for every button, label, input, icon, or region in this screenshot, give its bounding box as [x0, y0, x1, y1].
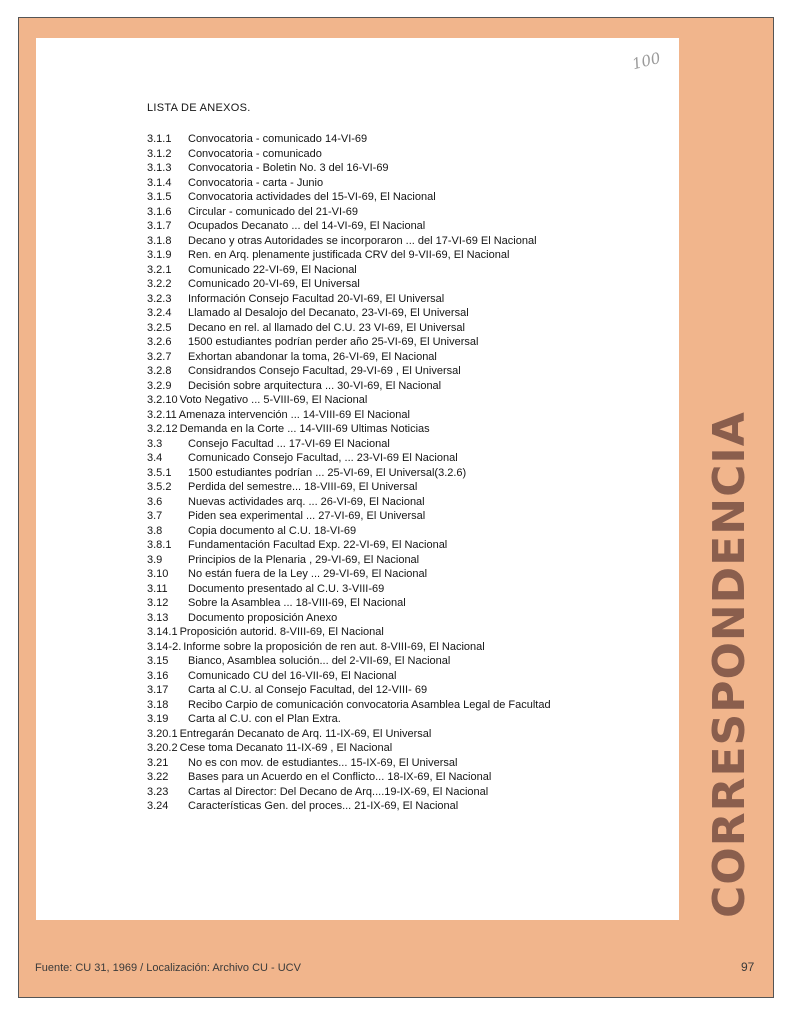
annex-description: 1500 estudiantes podrían perder año 25-VI-69, El Universal: [188, 336, 479, 348]
annex-description: Decisión sobre arquitectura ... 30-VI-69, El Nacional: [188, 379, 442, 392]
annex-entry: [147, 335, 551, 350]
annex-number: 3.1.8: [147, 234, 172, 247]
annex-number: 3.17: [147, 684, 169, 696]
annex-entry: [147, 524, 551, 539]
annex-entry: [147, 350, 551, 365]
annex-entry: [147, 669, 551, 684]
annex-entry: [147, 321, 551, 336]
annex-list: [147, 132, 551, 814]
annex-description: Sobre la Asamblea ... 18-VIII-69, El Nacional: [188, 597, 406, 609]
annex-description: Documento proposición Anexo: [188, 611, 338, 624]
annex-description: Convocatoria - Boletin No. 3 del 16-VI-69: [188, 162, 389, 174]
annex-entry: [147, 538, 551, 553]
annex-description: Llamado al Desalojo del Decanato, 23-VI-69, El Universal: [188, 307, 469, 319]
annex-description: 1500 estudiantes podrían ... 25-VI-69, El Universal(3.2.6): [188, 466, 467, 479]
source-caption: Fuente: CU 31, 1969 / Localización: Archivo CU - UCV: [35, 962, 301, 974]
annex-entry: [147, 582, 551, 597]
annex-number: 3.2.3: [147, 292, 172, 305]
annex-number: 3.24: [147, 800, 169, 812]
annex-entry: [147, 219, 551, 234]
annex-entry: [147, 205, 551, 220]
annex-number: 3.1.4: [147, 176, 172, 189]
annex-description: Voto Negativo ... 5-VIII-69, El Nacional: [179, 394, 368, 406]
annex-number: 3.7: [147, 510, 163, 522]
annex-number: 3.2.7: [147, 350, 172, 363]
annex-number: 3.12: [147, 597, 169, 609]
annex-number: 3.21: [147, 756, 169, 769]
annex-number: 3.2.10: [147, 394, 178, 406]
annex-description: Considrandos Consejo Facultad, 29-VI-69 , El Universal: [188, 365, 461, 377]
annex-number: 3.15: [147, 655, 169, 667]
annex-entry: [147, 509, 551, 524]
annex-number: 3.6: [147, 495, 163, 508]
annex-number: 3.14-2.: [147, 640, 182, 653]
annex-entry: [147, 654, 551, 669]
page-number: 97: [741, 960, 755, 974]
annex-description: Comunicado 22-VI-69, El Nacional: [188, 263, 357, 276]
annex-entry: [147, 190, 551, 205]
annex-number: 3.2.11: [147, 408, 177, 421]
annex-number: 3.2.6: [147, 336, 172, 348]
annex-entry: [147, 567, 551, 582]
annex-number: 3.9: [147, 553, 163, 566]
annex-number: 3.3: [147, 437, 163, 450]
annex-description: Carta al C.U. al Consejo Facultad, del 12-VIII- 69: [188, 684, 428, 696]
annex-entry: [147, 799, 551, 814]
annex-entry: [147, 640, 551, 655]
annex-entry: [147, 466, 551, 481]
annex-entry: [147, 480, 551, 495]
annex-number: 3.1.1: [147, 133, 172, 145]
annex-description: Fundamentación Facultad Exp. 22-VI-69, El Nacional: [188, 539, 448, 551]
annex-entry: [147, 161, 551, 176]
annex-entry: [147, 770, 551, 785]
annex-description: Convocatoria - comunicado: [188, 147, 322, 160]
annex-description: Demanda en la Corte ... 14-VIII-69 Ultimas Noticias: [179, 423, 430, 435]
annex-description: Carta al C.U. con el Plan Extra.: [188, 713, 341, 725]
annex-number: 3.1.9: [147, 249, 172, 261]
annex-description: Copia documento al C.U. 18-VI-69: [188, 524, 357, 537]
annex-number: 3.20.1: [147, 727, 178, 740]
annex-description: Comunicado Consejo Facultad, ... 23-VI-69 El Nacional: [188, 452, 458, 464]
annex-description: Convocatoria actividades del 15-VI-69, El Nacional: [188, 191, 436, 203]
annex-number: 3.13: [147, 611, 169, 624]
annex-number: 3.2.5: [147, 321, 172, 334]
annex-entry: [147, 756, 551, 771]
annex-number: 3.5.2: [147, 481, 172, 493]
annex-description: Ocupados Decanato ... del 14-VI-69, El Nacional: [188, 220, 426, 232]
annex-entry: [147, 727, 551, 742]
annex-description: Ren. en Arq. plenamente justificada CRV del 9-VII-69, El Nacional: [188, 249, 510, 261]
annex-entry: [147, 437, 551, 452]
annex-number: 3.2.9: [147, 379, 172, 392]
annex-number: 3.2.12: [147, 423, 178, 435]
section-title: CORRESPONDENCIA: [704, 411, 755, 918]
annex-description: Cartas al Director: Del Decano de Arq....19-IX-69, El Nacional: [188, 785, 489, 798]
annex-description: Perdida del semestre... 18-VIII-69, El Universal: [188, 481, 418, 493]
annex-number: 3.22: [147, 771, 169, 783]
annex-number: 3.1.2: [147, 147, 172, 160]
annex-description: Consejo Facultad ... 17-VI-69 El Nacional: [188, 437, 390, 450]
annex-description: Bases para un Acuerdo en el Conflicto... 18-IX-69, El Nacional: [188, 771, 492, 783]
annex-entry: [147, 306, 551, 321]
annex-description: No es con mov. de estudiantes... 15-IX-69, El Universal: [188, 756, 458, 769]
annex-entry: [147, 277, 551, 292]
annex-number: 3.1.3: [147, 162, 172, 174]
annex-number: 3.2.1: [147, 263, 172, 276]
annex-number: 3.11: [147, 582, 168, 595]
annex-entry: [147, 422, 551, 437]
annex-description: Decano en rel. al llamado del C.U. 23 VI-69, El Universal: [188, 321, 465, 334]
annex-number: 3.23: [147, 785, 169, 798]
annex-number: 3.16: [147, 669, 169, 682]
annex-description: Comunicado CU del 16-VII-69, El Nacional: [188, 669, 397, 682]
annex-description: No están fuera de la Ley ... 29-VI-69, El Nacional: [188, 568, 428, 580]
annex-description: Características Gen. del proces... 21-IX-69, El Nacional: [188, 800, 459, 812]
annex-number: 3.20.2: [147, 742, 178, 754]
annex-number: 3.18: [147, 698, 169, 711]
annex-number: 3.2.8: [147, 365, 172, 377]
annex-number: 3.1.6: [147, 205, 172, 218]
annex-entry: [147, 741, 551, 756]
annex-description: Recibo Carpio de comunicación convocatoria Asamblea Legal de Facultad: [188, 698, 551, 711]
annex-description: Convocatoria - comunicado 14-VI-69: [188, 133, 368, 145]
annex-entry: [147, 132, 551, 147]
annex-description: Proposición autorid. 8-VIII-69, El Nacional: [179, 626, 384, 638]
annex-entry: [147, 698, 551, 713]
annex-entry: [147, 364, 551, 379]
annex-entry: [147, 263, 551, 278]
annex-entry: [147, 596, 551, 611]
annex-entry: [147, 611, 551, 626]
annex-entry: [147, 625, 551, 640]
annex-description: Informe sobre la proposición de ren aut. 8-VIII-69, El Nacional: [183, 640, 485, 653]
annex-entry: [147, 683, 551, 698]
annex-description: Nuevas actividades arq. ... 26-VI-69, El Nacional: [188, 495, 425, 508]
annex-entry: [147, 176, 551, 191]
annex-number: 3.1.7: [147, 220, 172, 232]
annex-entry: [147, 553, 551, 568]
annex-entry: [147, 248, 551, 263]
annex-description: Bianco, Asamblea solución... del 2-VII-69, El Nacional: [188, 655, 451, 667]
annex-description: Entregarán Decanato de Arq. 11-IX-69, El Universal: [179, 727, 432, 740]
annex-description: Comunicado 20-VI-69, El Universal: [188, 278, 360, 290]
annex-description: Piden sea experimental ... 27-VI-69, El Universal: [188, 510, 426, 522]
annex-description: Documento presentado al C.U. 3-VIII-69: [188, 582, 385, 595]
annex-description: Información Consejo Facultad 20-VI-69, El Universal: [188, 292, 445, 305]
annex-number: 3.14.1: [147, 626, 178, 638]
annex-description: Decano y otras Autoridades se incorporaron ... del 17-VI-69 El Nacional: [188, 234, 537, 247]
annex-description: Convocatoria - carta - Junio: [188, 176, 324, 189]
annex-entry: [147, 393, 551, 408]
annex-entry: [147, 234, 551, 249]
annex-number: 3.4: [147, 452, 163, 464]
annex-entry: [147, 712, 551, 727]
annex-entry: [147, 408, 551, 423]
annex-number: 3.1.5: [147, 191, 172, 203]
annex-number: 3.2.4: [147, 307, 172, 319]
annex-description: Cese toma Decanato 11-IX-69 , El Nacional: [179, 742, 393, 754]
annex-entry: [147, 451, 551, 466]
annex-description: Circular - comunicado del 21-VI-69: [188, 205, 358, 218]
annex-entry: [147, 147, 551, 162]
annex-entry: [147, 495, 551, 510]
annex-number: 3.8: [147, 524, 163, 537]
annex-number: 3.5.1: [147, 466, 172, 479]
annex-number: 3.19: [147, 713, 169, 725]
annex-entry: [147, 785, 551, 800]
annex-description: Exhortan abandonar la toma, 26-VI-69, El Nacional: [188, 350, 437, 363]
annex-number: 3.2.2: [147, 278, 172, 290]
annex-entry: [147, 292, 551, 307]
annex-description: Principios de la Plenaria , 29-VI-69, El Nacional: [188, 553, 420, 566]
annex-description: Amenaza intervención ... 14-VIII-69 El Nacional: [178, 408, 410, 421]
annex-number: 3.8.1: [147, 539, 172, 551]
handwritten-page-note: 100: [630, 48, 663, 74]
annex-number: 3.10: [147, 568, 169, 580]
annex-entry: [147, 379, 551, 394]
document-title: LISTA DE ANEXOS.: [147, 102, 251, 114]
